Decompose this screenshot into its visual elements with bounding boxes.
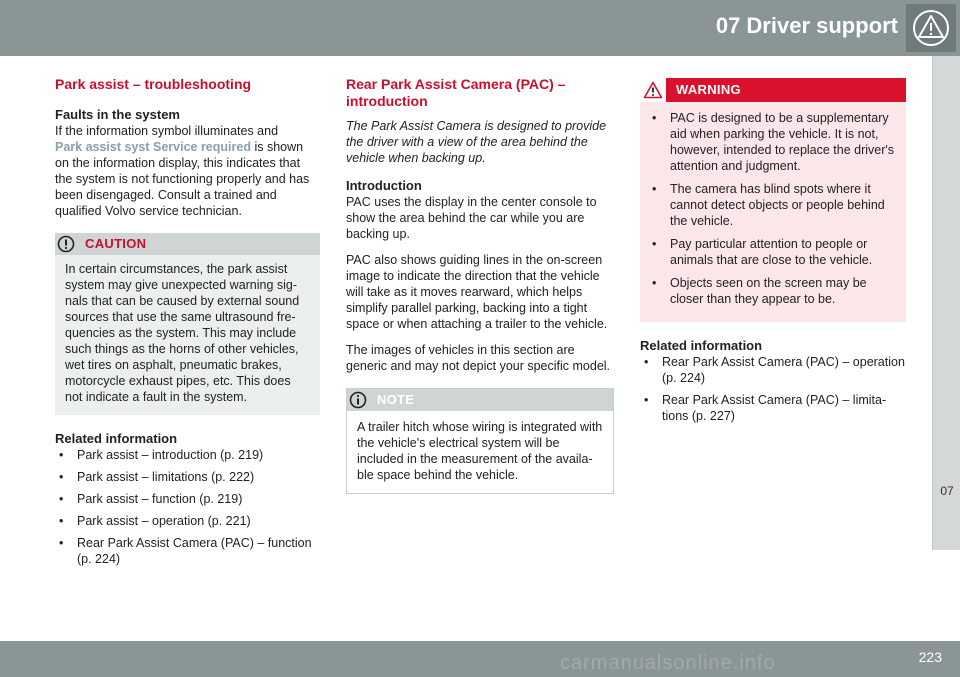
section-title: Rear Park Assist Camera (PAC) – introduction bbox=[346, 76, 566, 109]
chapter-header bbox=[0, 0, 960, 56]
related-information bbox=[640, 338, 906, 424]
note-header bbox=[347, 389, 613, 411]
warning-body bbox=[640, 102, 906, 322]
related-link[interactable]: • Rear Park Assist Camera (PAC) – operation (p. 224) bbox=[640, 354, 906, 386]
watermark: carmanualsonline.info bbox=[560, 652, 776, 674]
faults-heading: Faults in the system bbox=[55, 107, 180, 122]
info-icon bbox=[347, 389, 369, 411]
caution-icon bbox=[55, 233, 77, 255]
related-link[interactable]: • Park assist – operation (p. 221) bbox=[55, 513, 320, 529]
warning-header bbox=[640, 78, 906, 102]
warning-item: • PAC is designed to be a supplementary aid when parking the vehicle. It is not, however, intended to replace the driver's attention and judgment. bbox=[648, 110, 898, 174]
related-link[interactable]: • Park assist – limitations (p. 222) bbox=[55, 469, 320, 485]
warning-item: • Objects seen on the screen may be closer than they appear to be. bbox=[648, 275, 898, 307]
related-list bbox=[55, 447, 320, 567]
caution-label: CAUTION bbox=[85, 236, 147, 251]
introduction-heading: Introduction bbox=[346, 178, 422, 193]
caution-text: In certain circumstances, the park assist system may give unexpected warning signals that can be caused by external sound sources that use the same ultrasound frequencies as the system. This may include such things as the horns of other vehicles, wet tires on asphalt, pneumatic brakes, motorcycle exhaust pipes, etc. This does not indicate a fault in the system. bbox=[55, 255, 320, 415]
warning-icon bbox=[640, 78, 666, 102]
related-link[interactable]: • Rear Park Assist Camera (PAC) – limitations (p. 227) bbox=[640, 392, 906, 424]
related-link[interactable]: • Park assist – function (p. 219) bbox=[55, 491, 320, 507]
warning-item: • Pay particular attention to people or animals that are close to the vehicle. bbox=[648, 236, 898, 268]
display-message: Park assist syst Service required bbox=[55, 140, 251, 154]
caution-box bbox=[55, 233, 320, 415]
warning-item: • The camera has blind spots where it cannot detect objects or people behind the vehicle. bbox=[648, 181, 898, 229]
intro-text: The Park Assist Camera is designed to provide the driver with a view of the area behind the vehicle when backing up. bbox=[346, 119, 607, 165]
column-troubleshooting bbox=[55, 76, 320, 573]
related-heading: Related information bbox=[55, 431, 178, 446]
paragraph: PAC uses the display in the center console to show the area behind the car while you are backing up. bbox=[346, 195, 597, 241]
note-label: NOTE bbox=[377, 392, 415, 407]
page-number: 223 bbox=[918, 649, 942, 665]
column-pac-introduction bbox=[346, 76, 614, 510]
column-warning bbox=[640, 76, 906, 430]
warning-list bbox=[648, 110, 898, 307]
related-information bbox=[55, 431, 320, 567]
note-text: A trailer hitch whose wiring is integrated with the vehicle's electrical system will be included in the measurement of the available space behind the vehicle. bbox=[347, 411, 613, 493]
related-link[interactable]: • Rear Park Assist Camera (PAC) – function (p. 224) bbox=[55, 535, 320, 567]
warning-triangle-icon bbox=[906, 4, 956, 52]
faults-text-after: is shown on the information display, this indicates that the system is not functioning properly and has been disengaged. Consult a trained and qualified Volvo service technician. bbox=[55, 140, 310, 218]
faults-paragraph bbox=[55, 123, 320, 219]
paragraph: The images of vehicles in this section are generic and may not depict your specific model. bbox=[346, 343, 611, 373]
paragraph: PAC also shows guiding lines in the on-screen image to indicate the direction that the vehicle will take as it moves rearward, which helps simplify parallel parking, backing into a tight space or when attaching a trailer to the vehicle. bbox=[346, 253, 608, 331]
section-title: Park assist – troubleshooting bbox=[55, 76, 252, 92]
related-list bbox=[640, 354, 906, 424]
related-heading: Related information bbox=[640, 338, 763, 353]
page-footer bbox=[0, 641, 960, 677]
chapter-tab-label: 07 bbox=[940, 484, 954, 498]
chapter-title: 07 Driver support bbox=[715, 13, 898, 38]
related-link[interactable]: • Park assist – introduction (p. 219) bbox=[55, 447, 320, 463]
note-box bbox=[346, 388, 614, 494]
warning-label: WARNING bbox=[676, 82, 741, 97]
faults-text-before: If the information symbol illuminates and bbox=[55, 124, 279, 138]
chapter-side-tab[interactable] bbox=[932, 56, 960, 550]
warning-box bbox=[640, 78, 906, 322]
caution-header bbox=[55, 233, 320, 255]
